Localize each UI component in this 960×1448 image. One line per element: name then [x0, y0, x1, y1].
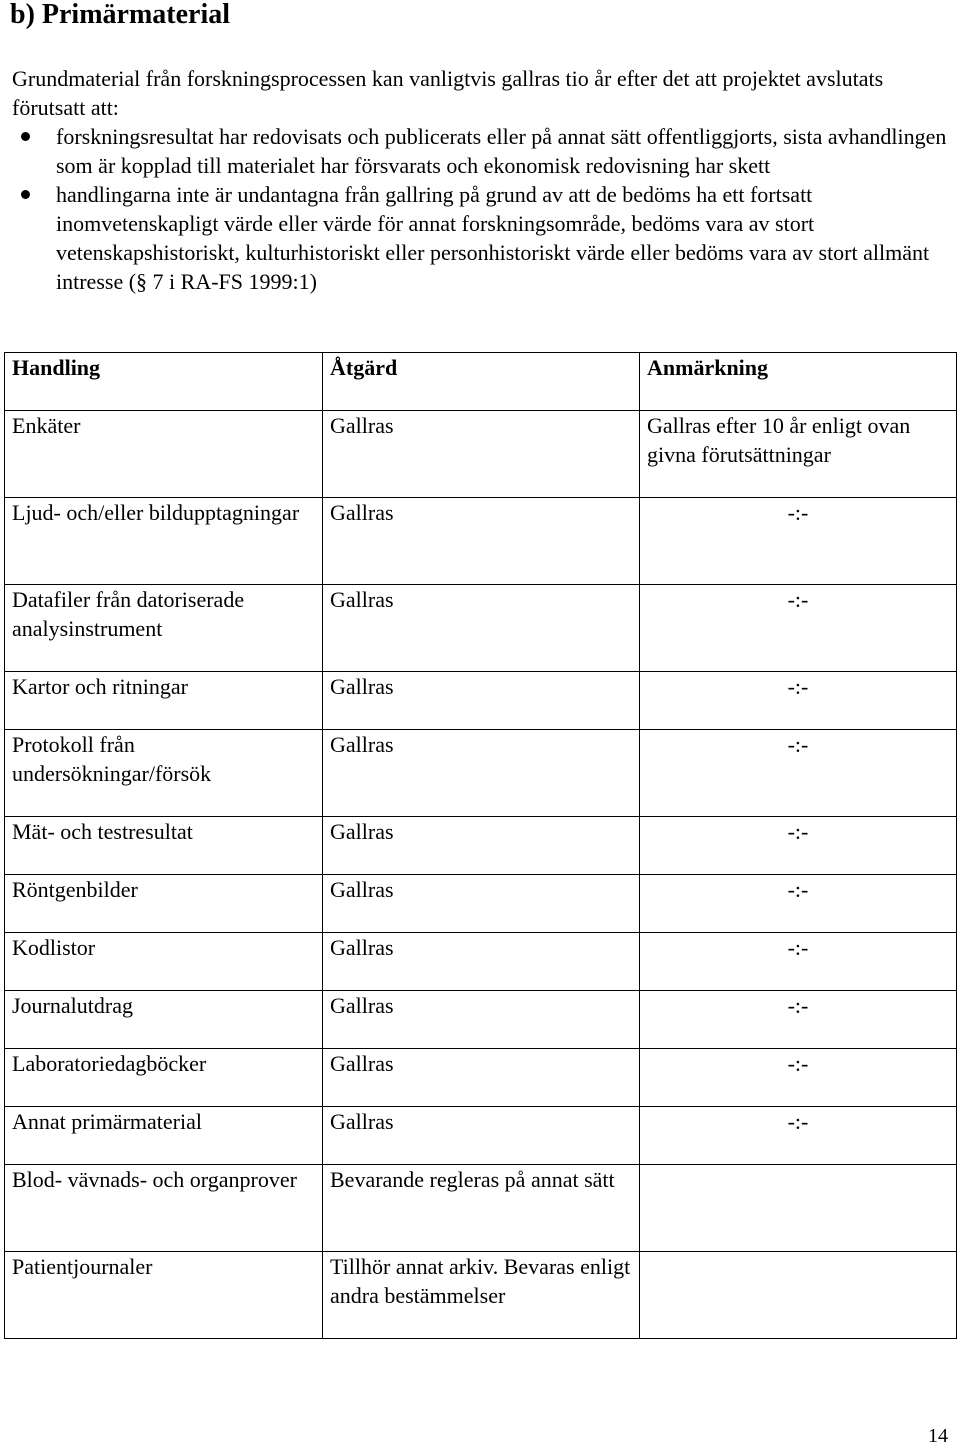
list-item-text: handlingarna inte är undantagna från gallring på grund av att de bedöms ha ett fortsatt inomvetenskapligt värde eller värde för annat forskningsområde, bedöms vara av stort vetenskapshistoriskt, kulturhistoriskt eller personhistoriskt värde eller bedöms vara av stort allmänt intresse (§ 7 i RA-FS 1999:1): [56, 182, 930, 294]
cell-anmarkning: [640, 1252, 957, 1339]
table-header-row: [5, 353, 957, 411]
ditto-mark: -:-: [787, 1109, 809, 1134]
cell-atgard: Gallras: [323, 933, 640, 991]
intro-paragraph: Grundmaterial från forskningsprocessen kan vanligtvis gallras tio år efter det att projektet avslutats förutsatt att:: [12, 66, 884, 120]
ditto-mark: -:-: [787, 500, 809, 525]
ditto-mark: -:-: [787, 993, 809, 1018]
table-row: [5, 585, 957, 672]
cell-handling: Protokoll från undersökningar/försök: [5, 730, 323, 817]
ditto-mark: -:-: [787, 819, 809, 844]
cell-atgard: Gallras: [323, 875, 640, 933]
cell-anmarkning: [640, 817, 957, 875]
ditto-mark: -:-: [787, 732, 809, 757]
list-item: [0, 122, 950, 180]
conditions-list: [0, 122, 950, 296]
column-header-handling: Handling: [5, 353, 323, 411]
cell-anmarkning: [640, 672, 957, 730]
cell-handling: Kodlistor: [5, 933, 323, 991]
cell-atgard: Gallras: [323, 411, 640, 498]
cell-atgard: Bevarande regleras på annat sätt: [323, 1165, 640, 1252]
bullet-icon: [21, 190, 30, 199]
cell-handling: Mät- och testresultat: [5, 817, 323, 875]
cell-handling: Datafiler från datoriserade analysinstrument: [5, 585, 323, 672]
table-row: [5, 933, 957, 991]
cell-handling: Enkäter: [5, 411, 323, 498]
cell-anmarkning: [640, 991, 957, 1049]
ditto-mark: -:-: [787, 674, 809, 699]
cell-anmarkning: [640, 933, 957, 991]
bullet-icon: [21, 132, 30, 141]
table-row: [5, 875, 957, 933]
cell-anmarkning: [640, 1107, 957, 1165]
table-row: [5, 1252, 957, 1339]
ditto-mark: -:-: [787, 1051, 809, 1076]
table-row: [5, 817, 957, 875]
cell-anmarkning: [640, 585, 957, 672]
cell-anmarkning: [640, 1049, 957, 1107]
table-row: [5, 498, 957, 585]
cell-atgard: Gallras: [323, 1107, 640, 1165]
cell-atgard: Gallras: [323, 585, 640, 672]
table-row: [5, 730, 957, 817]
cell-handling: Röntgenbilder: [5, 875, 323, 933]
cell-atgard: Gallras: [323, 817, 640, 875]
list-item-text: forskningsresultat har redovisats och publicerats eller på annat sätt offentliggjorts, sista avhandlingen som är kopplad till materialet har försvarats och ekonomisk redovisning har skett: [56, 124, 947, 178]
cell-atgard: Gallras: [323, 991, 640, 1049]
table-row: [5, 672, 957, 730]
table-row: [5, 411, 957, 498]
cell-handling: Annat primärmaterial: [5, 1107, 323, 1165]
cell-anmarkning: [640, 875, 957, 933]
ditto-mark: -:-: [787, 587, 809, 612]
cell-handling: Patientjournaler: [5, 1252, 323, 1339]
cell-handling: Ljud- och/eller bildupptagningar: [5, 498, 323, 585]
ditto-mark: -:-: [787, 935, 809, 960]
section-heading: b) Primärmaterial: [10, 0, 231, 30]
cell-atgard: Gallras: [323, 1049, 640, 1107]
cell-anmarkning: [640, 1165, 957, 1252]
column-header-anmarkning: Anmärkning: [640, 353, 957, 411]
cell-handling: Kartor och ritningar: [5, 672, 323, 730]
cell-atgard: Gallras: [323, 498, 640, 585]
column-header-atgard: Åtgärd: [323, 353, 640, 411]
cell-anmarkning: [640, 730, 957, 817]
list-item: [0, 180, 950, 296]
cell-atgard: Tillhör annat arkiv. Bevaras enligt andra bestämmelser: [323, 1252, 640, 1339]
table-row: [5, 1049, 957, 1107]
page-number: 14: [928, 1425, 948, 1447]
cell-atgard: Gallras: [323, 730, 640, 817]
cell-handling: Blod- vävnads- och organprover: [5, 1165, 323, 1252]
table-row: [5, 1107, 957, 1165]
cell-anmarkning: [640, 498, 957, 585]
retention-table: [4, 352, 957, 1339]
table-row: [5, 991, 957, 1049]
table-row: [5, 1165, 957, 1252]
cell-handling: Laboratoriedagböcker: [5, 1049, 323, 1107]
cell-handling: Journalutdrag: [5, 991, 323, 1049]
cell-anmarkning: Gallras efter 10 år enligt ovan givna förutsättningar: [640, 411, 957, 498]
ditto-mark: -:-: [787, 877, 809, 902]
cell-atgard: Gallras: [323, 672, 640, 730]
